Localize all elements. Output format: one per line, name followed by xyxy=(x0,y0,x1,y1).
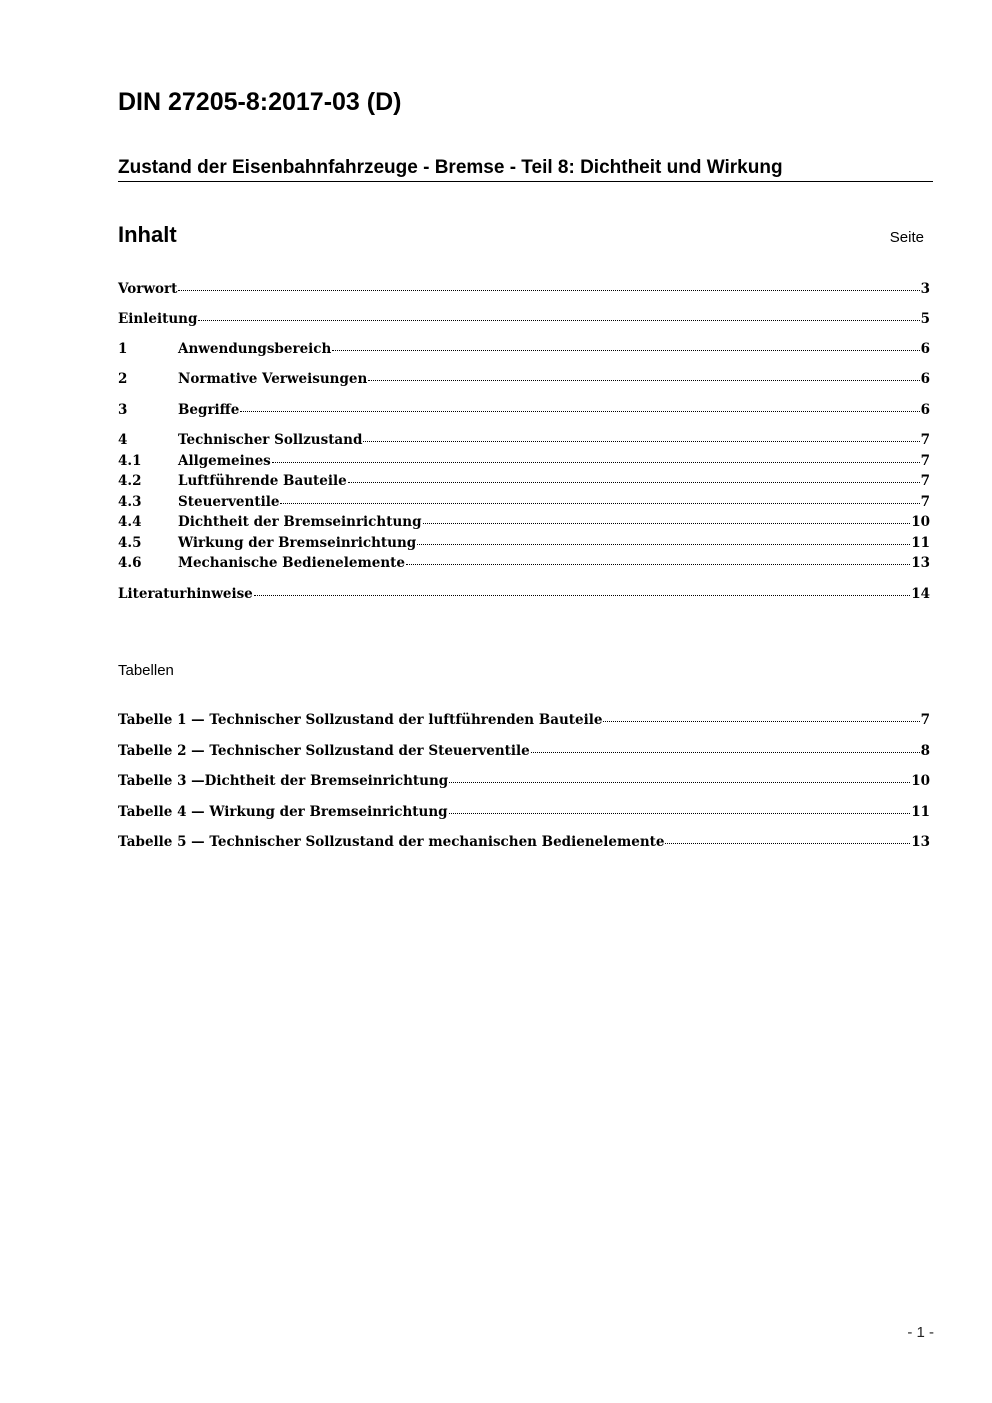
toc-entry-page: 6 xyxy=(920,402,930,418)
toc-entry-number: 4.3 xyxy=(118,494,142,510)
table-entry-page: 13 xyxy=(911,834,930,850)
dot-leader xyxy=(665,843,910,844)
toc-entry-title: Begriffe xyxy=(178,402,240,418)
table-entry-title: Tabelle 3 —Dichtheit der Bremseinrichtung xyxy=(118,773,449,789)
toc-entry-title: Mechanische Bedienelemente xyxy=(178,555,405,571)
dot-leader xyxy=(348,482,920,483)
toc-entry-page: 7 xyxy=(920,494,930,510)
dot-leader xyxy=(363,441,919,442)
toc-entry-title: Steuerventile xyxy=(178,494,280,510)
dot-leader xyxy=(406,564,910,565)
dot-leader xyxy=(449,813,911,814)
toc-entry-title: Normative Verweisungen xyxy=(178,371,368,387)
toc-entry[interactable] xyxy=(118,514,930,534)
dot-leader xyxy=(240,411,919,412)
toc-entry-page: 7 xyxy=(920,473,930,489)
page-column-label: Seite xyxy=(889,229,924,246)
dot-leader xyxy=(332,350,919,351)
toc-entry-title: Literaturhinweise xyxy=(118,586,253,602)
table-entry-page: 8 xyxy=(920,743,930,759)
toc-entry[interactable] xyxy=(118,432,930,452)
toc-entry-title: Einleitung xyxy=(118,311,198,327)
toc-entry-page: 13 xyxy=(911,555,930,571)
toc-entry-number: 4.4 xyxy=(118,514,142,530)
toc-entry-number: 4.6 xyxy=(118,555,142,571)
table-entry-title: Tabelle 5 — Technischer Sollzustand der mechanischen Bedienelemente xyxy=(118,834,665,850)
table-entry-title: Tabelle 1 — Technischer Sollzustand der luftführenden Bauteile xyxy=(118,712,603,728)
toc-entry-title: Vorwort xyxy=(118,281,178,297)
table-entry[interactable] xyxy=(118,712,930,732)
table-entry-page: 10 xyxy=(911,773,930,789)
toc-entry-page: 5 xyxy=(920,311,930,327)
table-entry[interactable] xyxy=(118,804,930,824)
table-entry[interactable] xyxy=(118,773,930,793)
dot-leader xyxy=(603,721,919,722)
dot-leader xyxy=(449,782,910,783)
toc-entry-title: Wirkung der Bremseinrichtung xyxy=(178,535,417,551)
toc-entry-title: Dichtheit der Bremseinrichtung xyxy=(178,514,422,530)
toc-entry-title: Anwendungsbereich xyxy=(178,341,332,357)
document-title: DIN 27205-8:2017-03 (D) xyxy=(118,88,402,116)
document-subtitle: Zustand der Eisenbahnfahrzeuge - Bremse - Teil 8: Dichtheit und Wirkung xyxy=(118,157,933,182)
toc-entry-page: 3 xyxy=(920,281,930,297)
toc-entry[interactable] xyxy=(118,341,930,361)
toc-entry-title: Allgemeines xyxy=(178,453,271,469)
dot-leader xyxy=(423,523,911,524)
toc-entry[interactable] xyxy=(118,586,930,606)
table-entry-title: Tabelle 4 — Wirkung der Bremseinrichtung xyxy=(118,804,448,820)
toc-entry-page: 7 xyxy=(920,432,930,448)
toc-entry-title: Technischer Sollzustand xyxy=(178,432,363,448)
dot-leader xyxy=(280,503,919,504)
dot-leader xyxy=(272,462,920,463)
toc-entry-page: 7 xyxy=(920,453,930,469)
toc-entry-page: 11 xyxy=(911,535,930,551)
dot-leader xyxy=(368,380,919,381)
dot-leader xyxy=(198,320,919,321)
toc-entry[interactable] xyxy=(118,535,930,555)
toc-entry[interactable] xyxy=(118,473,930,493)
toc-entry[interactable] xyxy=(118,494,930,514)
dot-leader xyxy=(254,595,910,596)
page-number: - 1 - xyxy=(907,1324,934,1341)
toc-entry-number: 1 xyxy=(118,341,128,357)
toc-entry-number: 4.1 xyxy=(118,453,142,469)
dot-leader xyxy=(178,290,919,291)
toc-entry-number: 3 xyxy=(118,402,128,418)
toc-entry-title: Luftführende Bauteile xyxy=(178,473,347,489)
table-entry-page: 7 xyxy=(920,712,930,728)
tables-heading: Tabellen xyxy=(118,662,174,679)
toc-heading: Inhalt xyxy=(118,222,177,247)
toc-entry-number: 4.2 xyxy=(118,473,142,489)
toc-entry-page: 6 xyxy=(920,371,930,387)
table-entry[interactable] xyxy=(118,743,930,763)
toc-entry[interactable] xyxy=(118,402,930,422)
table-entry-page: 11 xyxy=(911,804,930,820)
toc-entry[interactable] xyxy=(118,453,930,473)
toc-entry-page: 14 xyxy=(911,586,930,602)
dot-leader xyxy=(531,752,920,753)
toc-entry[interactable] xyxy=(118,555,930,575)
toc-entry-number: 4.5 xyxy=(118,535,142,551)
dot-leader xyxy=(417,544,910,545)
toc-entry-number: 4 xyxy=(118,432,128,448)
table-entry[interactable] xyxy=(118,834,930,854)
toc-entry-page: 10 xyxy=(911,514,930,530)
toc-entry-number: 2 xyxy=(118,371,128,387)
toc-entry[interactable] xyxy=(118,371,930,391)
toc-entry[interactable] xyxy=(118,311,930,331)
table-entry-title: Tabelle 2 — Technischer Sollzustand der Steuerventile xyxy=(118,743,530,759)
toc-entry-page: 6 xyxy=(920,341,930,357)
toc-entry[interactable] xyxy=(118,281,930,301)
